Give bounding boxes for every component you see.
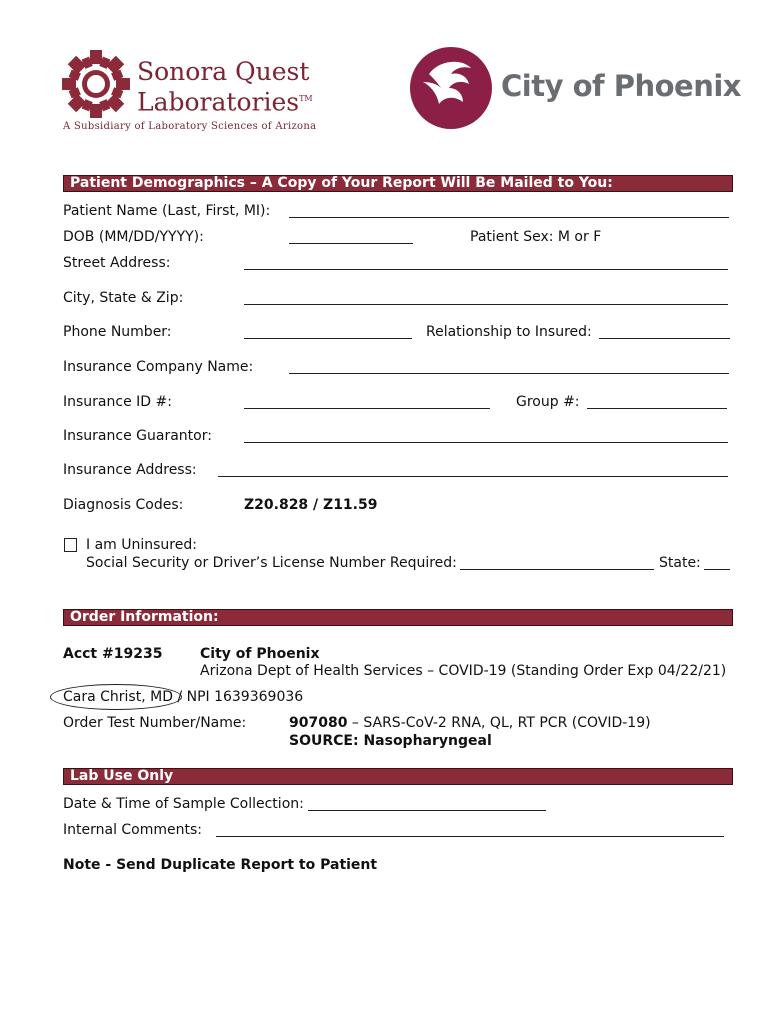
insurance-id-field[interactable] xyxy=(244,408,490,409)
account-number: Acct #19235 xyxy=(63,646,163,662)
duplicate-report-note: Note - Send Duplicate Report to Patient xyxy=(63,857,378,873)
relationship-label: Relationship to Insured: xyxy=(426,324,592,340)
city-state-zip-field[interactable] xyxy=(244,304,728,305)
order-test-label: Order Test Number/Name: xyxy=(63,715,247,731)
collection-datetime-field[interactable] xyxy=(308,810,546,811)
patient-demographics-header: Patient Demographics – A Copy of Your Report Will Be Mailed to You: xyxy=(63,175,733,192)
organization-name: City of Phoenix xyxy=(200,646,320,662)
phone-number-label: Phone Number: xyxy=(63,324,172,340)
ssn-label: Social Security or Driver’s License Number Required: xyxy=(86,555,457,571)
lab-use-header: Lab Use Only xyxy=(63,768,733,785)
city-of-phoenix-name: City of Phoenix xyxy=(501,69,742,103)
city-state-zip-label: City, State & Zip: xyxy=(63,290,184,306)
internal-comments-label: Internal Comments: xyxy=(63,822,203,838)
street-address-field[interactable] xyxy=(244,269,728,270)
trademark-mark: TM xyxy=(299,94,313,103)
insurance-address-label: Insurance Address: xyxy=(63,462,197,478)
state-label: State: xyxy=(659,555,701,571)
relationship-field[interactable] xyxy=(599,338,730,339)
sonora-quest-sun-logo-icon xyxy=(60,48,132,120)
state-field[interactable] xyxy=(704,569,730,570)
insurance-address-field[interactable] xyxy=(218,476,728,477)
phoenix-bird-logo-icon xyxy=(409,46,493,130)
insurance-company-label: Insurance Company Name: xyxy=(63,359,254,375)
specimen-source: SOURCE: Nasopharyngeal xyxy=(289,733,492,749)
phone-number-field[interactable] xyxy=(244,338,412,339)
patient-name-field[interactable] xyxy=(289,217,729,218)
dob-field[interactable] xyxy=(289,243,413,244)
collection-datetime-label: Date & Time of Sample Collection: xyxy=(63,796,304,812)
test-name: – SARS-CoV-2 RNA, QL, RT PCR (COVID-19) xyxy=(347,715,651,731)
sonora-quest-name-line1: Sonora Quest xyxy=(137,57,310,86)
group-label: Group #: xyxy=(516,394,580,410)
diagnosis-codes-value: Z20.828 / Z11.59 xyxy=(244,497,378,513)
uninsured-checkbox[interactable] xyxy=(64,538,77,552)
street-address-label: Street Address: xyxy=(63,255,171,271)
sonora-quest-subtitle: A Subsidiary of Laboratory Sciences of Arizona xyxy=(63,121,317,132)
sonora-quest-name-line2: Laboratories xyxy=(137,87,300,117)
test-number: 907080 xyxy=(289,715,348,731)
dob-label: DOB (MM/DD/YYYY): xyxy=(63,229,204,245)
group-field[interactable] xyxy=(587,408,727,409)
insurance-id-label: Insurance ID #: xyxy=(63,394,172,410)
physician-npi: Cara Christ, MD / NPI 1639369036 xyxy=(63,689,304,705)
organization-detail: Arizona Dept of Health Services – COVID-19 (Standing Order Exp 04/22/21) xyxy=(200,663,727,679)
insurance-company-field[interactable] xyxy=(289,373,729,374)
order-information-header: Order Information: xyxy=(63,609,733,626)
uninsured-label: I am Uninsured: xyxy=(86,537,197,553)
internal-comments-field[interactable] xyxy=(216,836,724,837)
ssn-field[interactable] xyxy=(460,569,654,570)
diagnosis-codes-label: Diagnosis Codes: xyxy=(63,497,184,513)
handwritten-circle-mark xyxy=(50,684,182,710)
patient-sex-label: Patient Sex: M or F xyxy=(470,229,602,245)
insurance-guarantor-label: Insurance Guarantor: xyxy=(63,428,212,444)
insurance-guarantor-field[interactable] xyxy=(244,442,728,443)
patient-name-label: Patient Name (Last, First, MI): xyxy=(63,203,271,219)
